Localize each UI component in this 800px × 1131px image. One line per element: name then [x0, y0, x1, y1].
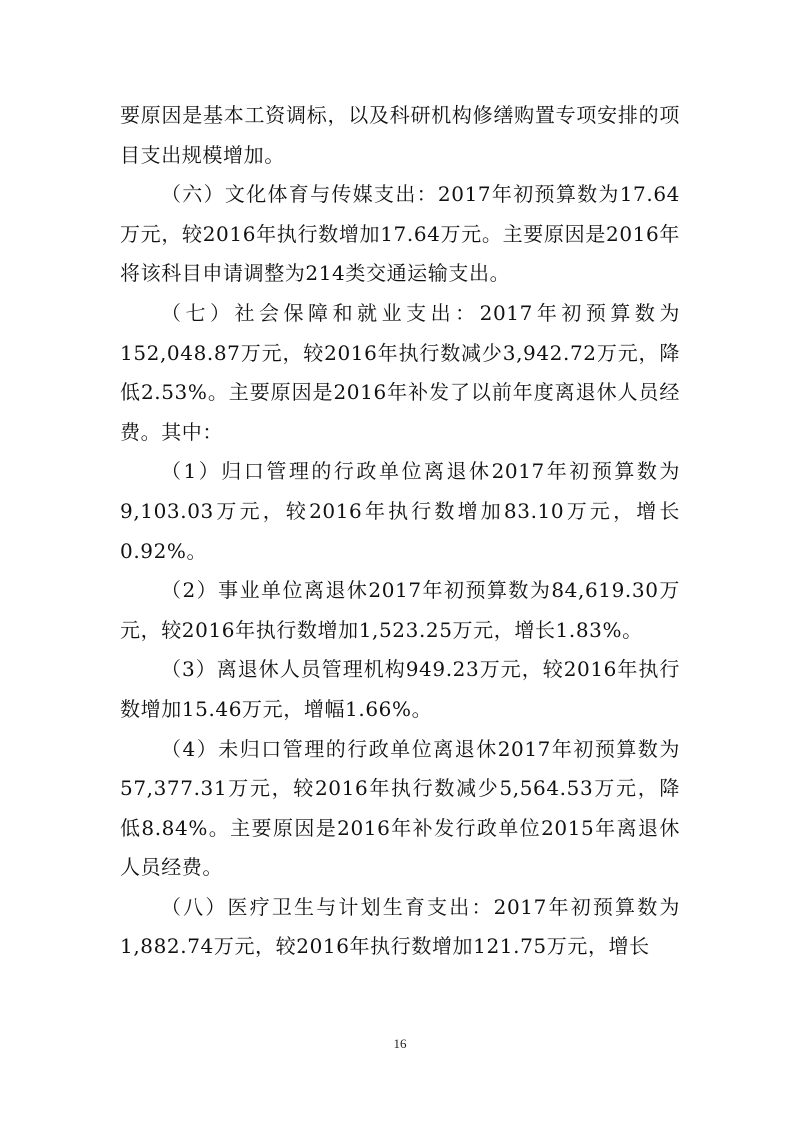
paragraph-culture-sports-media: （六）文化体育与传媒支出：2017年初预算数为17.64万元，较2016年执行数增加17.64万元。主要原因是2016年将该科目申请调整为214类交通运输支出。 [120, 182, 680, 286]
paragraph-retirement-admin-units: （1）归口管理的行政单位离退休2017年初预算数为9,103.03万元，较2016年执行数增加83.10万元，增长0.92%。 [120, 459, 680, 563]
paragraph-retirement-management: （3）离退休人员管理机构949.23万元，较2016年执行数增加15.46万元，增幅1.66%。 [120, 657, 680, 721]
paragraph-continuation: 要原因是基本工资调标，以及科研机构修缮购置专项安排的项目支出规模增加。 [120, 103, 680, 167]
paragraph-retirement-non-centralized: （4）未归口管理的行政单位离退休2017年初预算数为57,377.31万元，较2016年执行数减少5,564.53万元，降低8.84%。主要原因是2016年补发行政单位2015年离退休人员经费。 [120, 736, 680, 880]
paragraph-social-security: （七）社会保障和就业支出：2017年初预算数为152,048.87万元，较2016年执行数减少3,942.72万元，降低2.53%。主要原因是2016年补发了以前年度离退休人员经费。其中： [120, 300, 680, 444]
page-number: 16 [393, 1036, 407, 1051]
paragraph-medical-health: （八）医疗卫生与计划生育支出：2017年初预算数为1,882.74万元，较2016年执行数增加121.75万元，增长 [120, 894, 680, 959]
paragraph-retirement-public-institutions: （2）事业单位离退休2017年初预算数为84,619.30万元，较2016年执行数增加1,523.25万元，增长1.83%。 [120, 578, 680, 642]
body-text [120, 96, 680, 967]
